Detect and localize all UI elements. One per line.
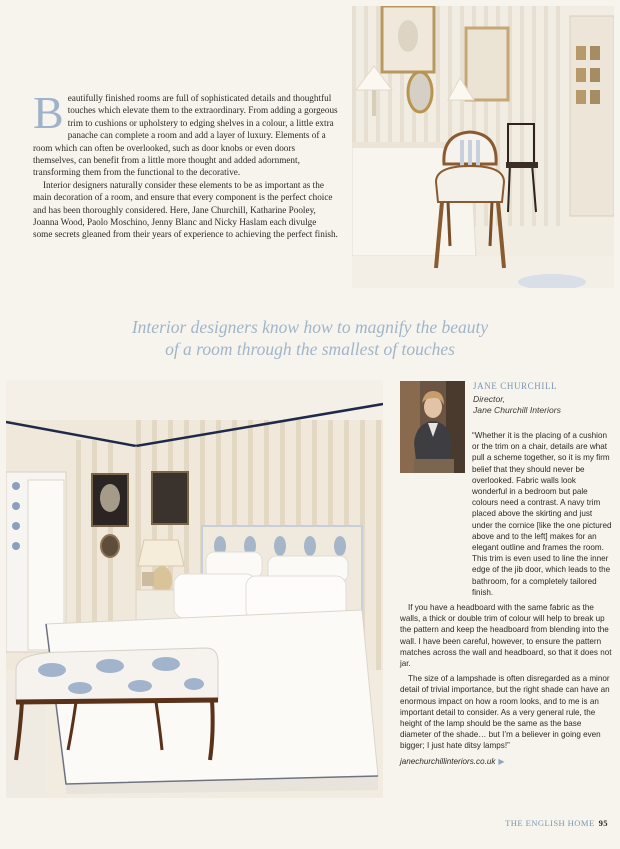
quote-paragraph-1: “Whether it is the placing of a cushion or the trim on a chair, details are what pull a scheme together, so it is my firm belief that they should never be overlooked. Fabric walls look wonderful in a bedroom but pale colours need a contrast. A navy trim placed above the skirting and just under the cornice [like the one pictured above and to the left] makes for an elegant outline and frames the room. This trim is even used to line the inner edge of the jib door, which leads to the bathroom, for a completely tailored finish.: [472, 431, 612, 597]
intro-paragraph-1: [33, 87, 338, 179]
page-folio: [505, 818, 608, 828]
pull-quote-line-1: Interior designers know how to magnify the beauty: [131, 317, 489, 337]
drop-cap: B: [33, 87, 64, 138]
intro-paragraph-2: Interior designers naturally consider these elements to be as important as the main decoration of a room, and ensure that every component is the perfect choice and has been thoroughly considered. Here, Jane Churchill, Katharine Pooley, Joanna Wood, Paolo Moschino, Jenny Blanc and Nicky Haslam each divulge some secrets gleaned from their years of experience to achieving the perfect finish.: [33, 179, 338, 240]
quote-paragraph-2: If you have a headboard with the same fabric as the walls, a thick or double trim of colour will help to break up the pattern and keep the headboard from blending into the wall. I have been careful, however, to ensure the pattern matches across the wall and headboard, so that it does not jar.: [400, 603, 612, 669]
designer-quote: [400, 430, 613, 767]
profile-role: [473, 394, 561, 416]
pull-quote-line-2: of a room through the smallest of touches: [165, 339, 455, 359]
intro-text: [33, 87, 338, 241]
profile-name: JANE CHURCHILL: [473, 381, 558, 391]
intro-paragraph-1-text: eautifully finished rooms are full of sophisticated details and thoughtful touches which elevate them to the extraordinary. From adding a gorgeous trim to cushions or upholstery to edging shelves in a colour, a little extra panache can complete a room and add a layer of luxury. Elements of a room which can often be overlooked, such as door knobs or even doors themselves, can benefit from a little more thought and added adornment, transforming them from the functional to the decorative.: [33, 93, 338, 178]
profile-company: Jane Churchill Interiors: [473, 405, 561, 415]
page-number: 95: [598, 818, 608, 828]
website-link-row: [400, 756, 613, 767]
arrow-right-icon: ▶: [498, 756, 505, 766]
drawing-room-photo: [352, 6, 614, 288]
quote-paragraph-3: The size of a lampshade is often disregarded as a minor detail of trivial importance, but the right shade can have an enormous impact on how a room looks, and to me is an important detail to consider. As a very general rule, the height of the lamp should be the same as the base diameter of the shade… but I’m a believer in going even bigger; I just hate ditsy lamps!”: [400, 674, 610, 751]
bedroom-illustration: [6, 380, 383, 798]
pull-quote: [60, 316, 560, 360]
profile-title: Director,: [473, 394, 505, 404]
drawing-room-illustration: [352, 6, 614, 288]
website-link[interactable]: janechurchillinteriors.co.uk: [400, 756, 496, 766]
magazine-name: THE ENGLISH HOME: [505, 818, 595, 828]
bedroom-photo: [6, 380, 383, 798]
